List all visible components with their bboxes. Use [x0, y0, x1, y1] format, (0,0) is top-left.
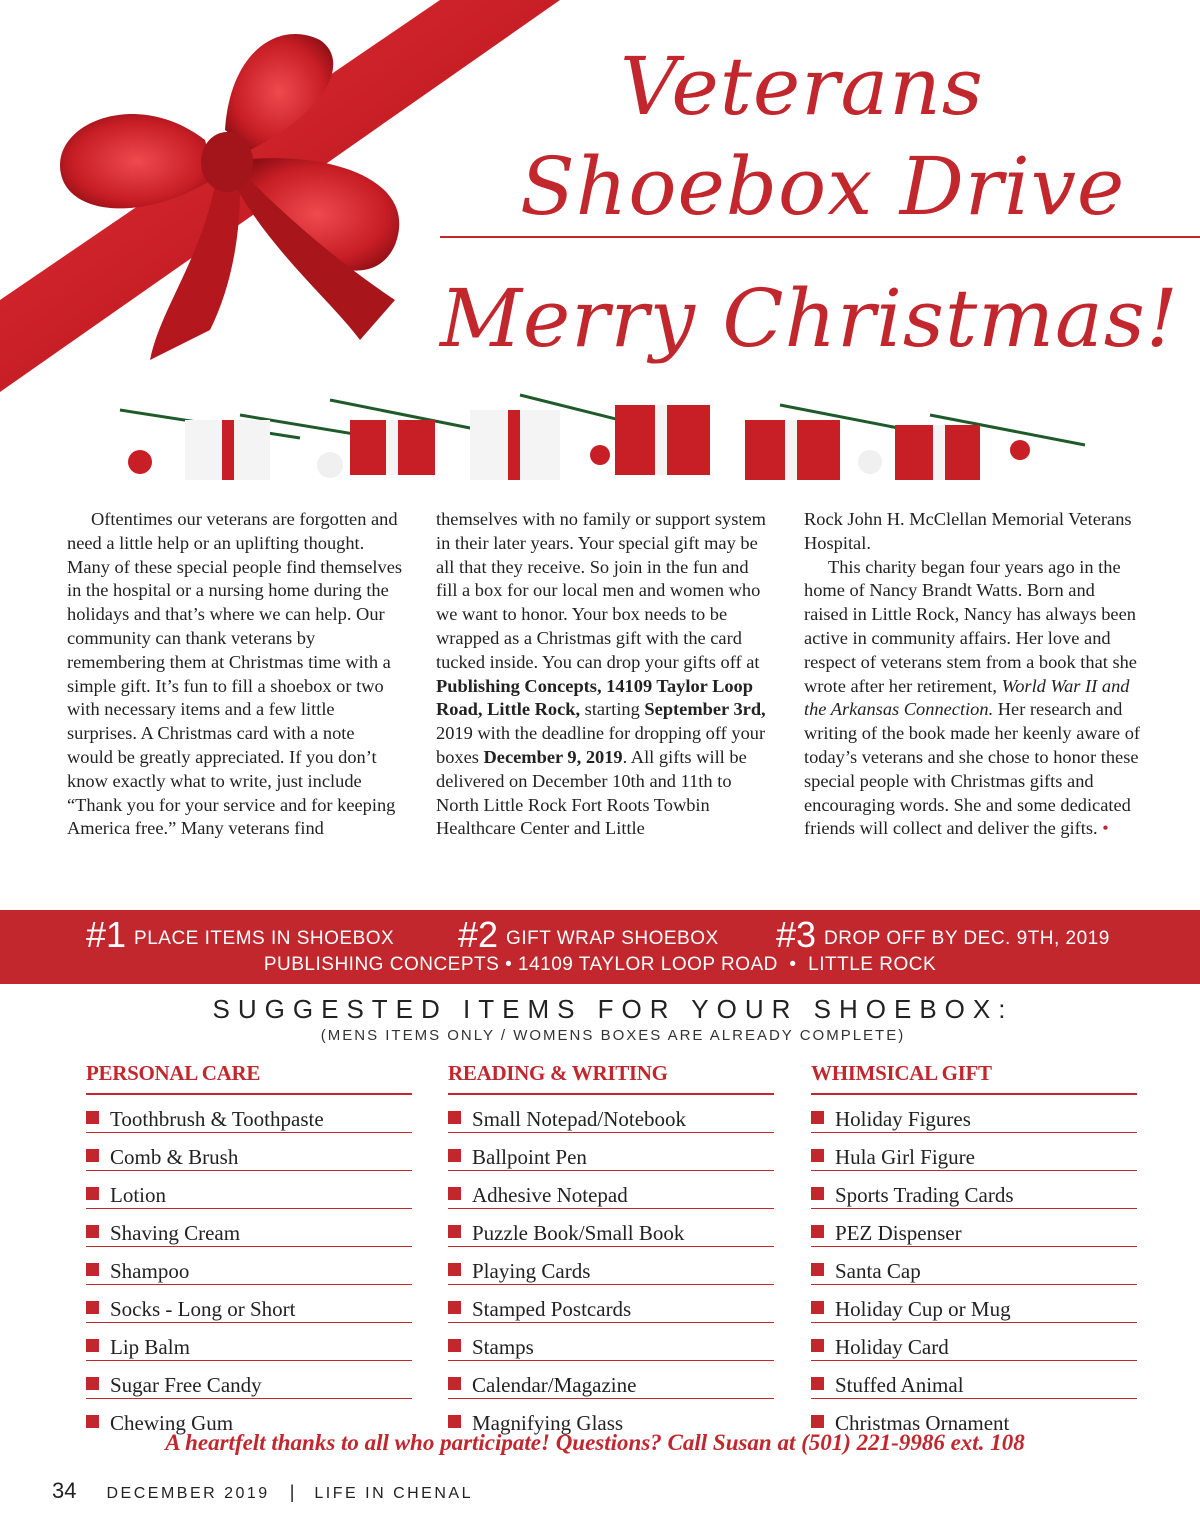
bow-knot: [201, 132, 253, 192]
list-item: [811, 1248, 1137, 1285]
article-text: . All gifts will be delivered on December 10th and 11th to North Little Rock Fort Roots Towbin Healthcare Center and Little: [436, 746, 747, 839]
step-3: [776, 914, 1110, 956]
bullet-icon: [448, 1301, 461, 1314]
bullet-icon: [811, 1149, 824, 1162]
list-item-label: Stuffed Animal: [835, 1373, 964, 1397]
list-heading: WHIMSICAL GIFT: [811, 1060, 1137, 1095]
page-title-line2: Shoebox Drive: [520, 140, 1126, 233]
list-item-label: Shampoo: [110, 1259, 190, 1283]
list-item-label: Magnifying Glass: [472, 1411, 624, 1435]
bullet-icon: [811, 1301, 824, 1314]
issue-date: DECEMBER 2019: [106, 1485, 270, 1502]
list-reading-writing: [448, 1060, 774, 1437]
article-text: 2019 with the deadline for dropping off your boxes: [436, 723, 766, 767]
list-item-label: Lotion: [110, 1183, 166, 1207]
article-text: Her research and writing of the book made her keenly aware of today’s veterans and she chose to honor these special people with Christmas gifts and encouraging words. She and some dedicated friends will collect and deliver the gifts.: [804, 699, 1141, 839]
article-paragraph: Rock John H. McClellan Memorial Veterans Hospital.: [804, 509, 1132, 553]
article-column-1: [67, 508, 405, 841]
list-item: [448, 1248, 774, 1285]
list-item: [86, 1362, 412, 1399]
list-item-label: Stamps: [472, 1335, 534, 1359]
bullet-icon: [811, 1111, 824, 1124]
step-number: #2: [458, 914, 499, 955]
article-column-3: [804, 508, 1142, 841]
bullet-icon: [811, 1187, 824, 1200]
page-title-line1: Veterans: [620, 40, 984, 133]
bullet-icon: [86, 1339, 99, 1352]
greeting-heading: Merry Christmas!: [440, 272, 1179, 365]
list-item: [448, 1324, 774, 1361]
list-item: [86, 1210, 412, 1247]
list-item-label: Socks - Long or Short: [110, 1297, 296, 1321]
page-footer: [52, 1478, 473, 1504]
dropoff-address: Publishing Concepts, 14109 Taylor Loop Road, Little Rock,: [436, 675, 753, 720]
bullet-icon: [811, 1377, 824, 1390]
article-text: starting: [580, 699, 645, 720]
bullet-icon: [448, 1415, 461, 1428]
article-paragraph: [436, 508, 774, 841]
bullet-icon: [448, 1187, 461, 1200]
step-1: [86, 914, 394, 956]
bullet-icon: [86, 1301, 99, 1314]
list-item: [448, 1362, 774, 1399]
list-item-label: Ballpoint Pen: [472, 1145, 587, 1169]
end-mark: •: [1102, 818, 1109, 839]
bullet-icon: [448, 1263, 461, 1276]
start-date: September 3rd,: [644, 699, 766, 720]
list-item-label: Stamped Postcards: [472, 1297, 632, 1321]
list-item: [811, 1134, 1137, 1171]
thanks-note: A heartfelt thanks to all who participate! Questions? Call Susan at (501) 221-9986 ext. 108: [165, 1430, 1025, 1455]
list-item: [811, 1210, 1137, 1247]
bullet-icon: [86, 1377, 99, 1390]
bullet-icon: [448, 1339, 461, 1352]
list-item-label: Santa Cap: [835, 1259, 921, 1283]
bullet-icon: [86, 1263, 99, 1276]
list-item: [448, 1172, 774, 1209]
list-item: [448, 1210, 774, 1247]
list-item: [811, 1172, 1137, 1209]
bullet-icon: [86, 1415, 99, 1428]
list-item: [448, 1286, 774, 1323]
list-item: [811, 1286, 1137, 1323]
banner-address: PUBLISHING CONCEPTS • 14109 TAYLOR LOOP ROAD • LITTLE ROCK: [263, 954, 937, 975]
list-item-label: Chewing Gum: [110, 1411, 234, 1435]
bullet-icon: [448, 1377, 461, 1390]
list-item: [86, 1286, 412, 1323]
list-item-label: Holiday Figures: [835, 1107, 971, 1131]
list-item-label: Puzzle Book/Small Book: [472, 1221, 685, 1245]
list-item-label: Sugar Free Candy: [110, 1373, 262, 1397]
list-item: [86, 1324, 412, 1361]
article-column-2: [436, 508, 774, 841]
list-item-label: Holiday Card: [835, 1335, 949, 1359]
bullet-icon: [448, 1225, 461, 1238]
list-item-label: Comb & Brush: [110, 1145, 239, 1169]
step-text: DROP OFF BY DEC. 9TH, 2019: [824, 928, 1110, 949]
bullet-icon: [811, 1415, 824, 1428]
list-item: [448, 1134, 774, 1171]
list-item: [811, 1096, 1137, 1133]
list-item-label: Christmas Ornament: [835, 1411, 1010, 1435]
presents: [128, 405, 1030, 480]
list-item: [811, 1362, 1137, 1399]
list-item-label: Shaving Cream: [110, 1221, 241, 1245]
bullet-icon: [86, 1149, 99, 1162]
article-text: themselves with no family or support system in their later years. Your special gift may be all that they receive. So join in the fun and fill a box for our local men and women who we want to honor. Your box needs to be wrapped as a Christmas gift with the card tucked inside. You can drop your gifts off at: [436, 509, 766, 672]
bullet-icon: [86, 1225, 99, 1238]
footer-separator: |: [289, 1482, 295, 1502]
bullet-icon: [86, 1111, 99, 1124]
bullet-icon: [448, 1111, 461, 1124]
list-item-label: PEZ Dispenser: [835, 1221, 962, 1245]
list-item: [811, 1324, 1137, 1361]
title-rule: [440, 236, 1200, 238]
article-text: This charity began four years ago in the home of Nancy Brandt Watts. Born and raised in Little Rock, Nancy has always been active in community affairs. Her love and respect of veterans stem from a book that she wrote after her retirement,: [804, 556, 1137, 696]
list-heading: READING & WRITING: [448, 1060, 774, 1095]
list-item-label: Adhesive Notepad: [472, 1183, 628, 1207]
list-heading: PERSONAL CARE: [86, 1060, 412, 1095]
suggested-items-title: SUGGESTED ITEMS FOR YOUR SHOEBOX:: [212, 994, 1014, 1024]
list-item-label: Toothbrush & Toothpaste: [110, 1107, 324, 1131]
list-item: [448, 1096, 774, 1133]
magazine-name: LIFE IN CHENAL: [314, 1485, 473, 1502]
list-personal-care: [86, 1060, 412, 1437]
list-item-label: Calendar/Magazine: [472, 1373, 637, 1397]
article-paragraph: [804, 556, 1142, 842]
list-item-label: Small Notepad/Notebook: [472, 1107, 687, 1131]
step-number: #1: [86, 914, 127, 955]
book-title: World War II and the Arkansas Connection.: [804, 675, 1130, 720]
list-item-label: Sports Trading Cards: [835, 1183, 1014, 1207]
bullet-icon: [86, 1187, 99, 1200]
list-whimsical-gift: [811, 1060, 1137, 1437]
list-item: [86, 1172, 412, 1209]
step-number: #3: [776, 914, 817, 955]
list-item: [86, 1248, 412, 1285]
bullet-icon: [448, 1149, 461, 1162]
step-text: GIFT WRAP SHOEBOX: [506, 928, 719, 949]
list-item: [86, 1134, 412, 1171]
deadline-date: December 9, 2019: [483, 746, 623, 767]
ribbon-bow-illustration: [0, 0, 1200, 500]
page-number: 34: [52, 1478, 77, 1503]
steps-banner: [0, 910, 1200, 984]
bullet-icon: [811, 1225, 824, 1238]
list-item-label: Holiday Cup or Mug: [835, 1297, 1011, 1321]
list-item: [86, 1096, 412, 1133]
list-item-label: Playing Cards: [472, 1259, 591, 1283]
suggested-items-subtitle: (MENS ITEMS ONLY / WOMENS BOXES ARE ALREADY COMPLETE): [320, 1027, 906, 1044]
list-item-label: Lip Balm: [110, 1335, 190, 1359]
list-item-label: Hula Girl Figure: [835, 1145, 975, 1169]
article-paragraph: Oftentimes our veterans are forgotten and need a little help or an uplifting thought. Many of these special people find themselves in the hospital or a nursing home during the holidays and that’s where we can help. Our community can thank veterans by remembering them at Christmas time with a simple gift. It’s fun to fill a shoebox or two with necessary items and a few little surprises. A Christmas card with a note would be greatly appreciated. If you don’t know exactly what to write, just include “Thank you for your service and for keeping America free.” Many veterans find: [67, 509, 403, 839]
step-text: PLACE ITEMS IN SHOEBOX: [134, 928, 395, 949]
bullet-icon: [811, 1263, 824, 1276]
bullet-icon: [811, 1339, 824, 1352]
step-2: [458, 914, 719, 956]
